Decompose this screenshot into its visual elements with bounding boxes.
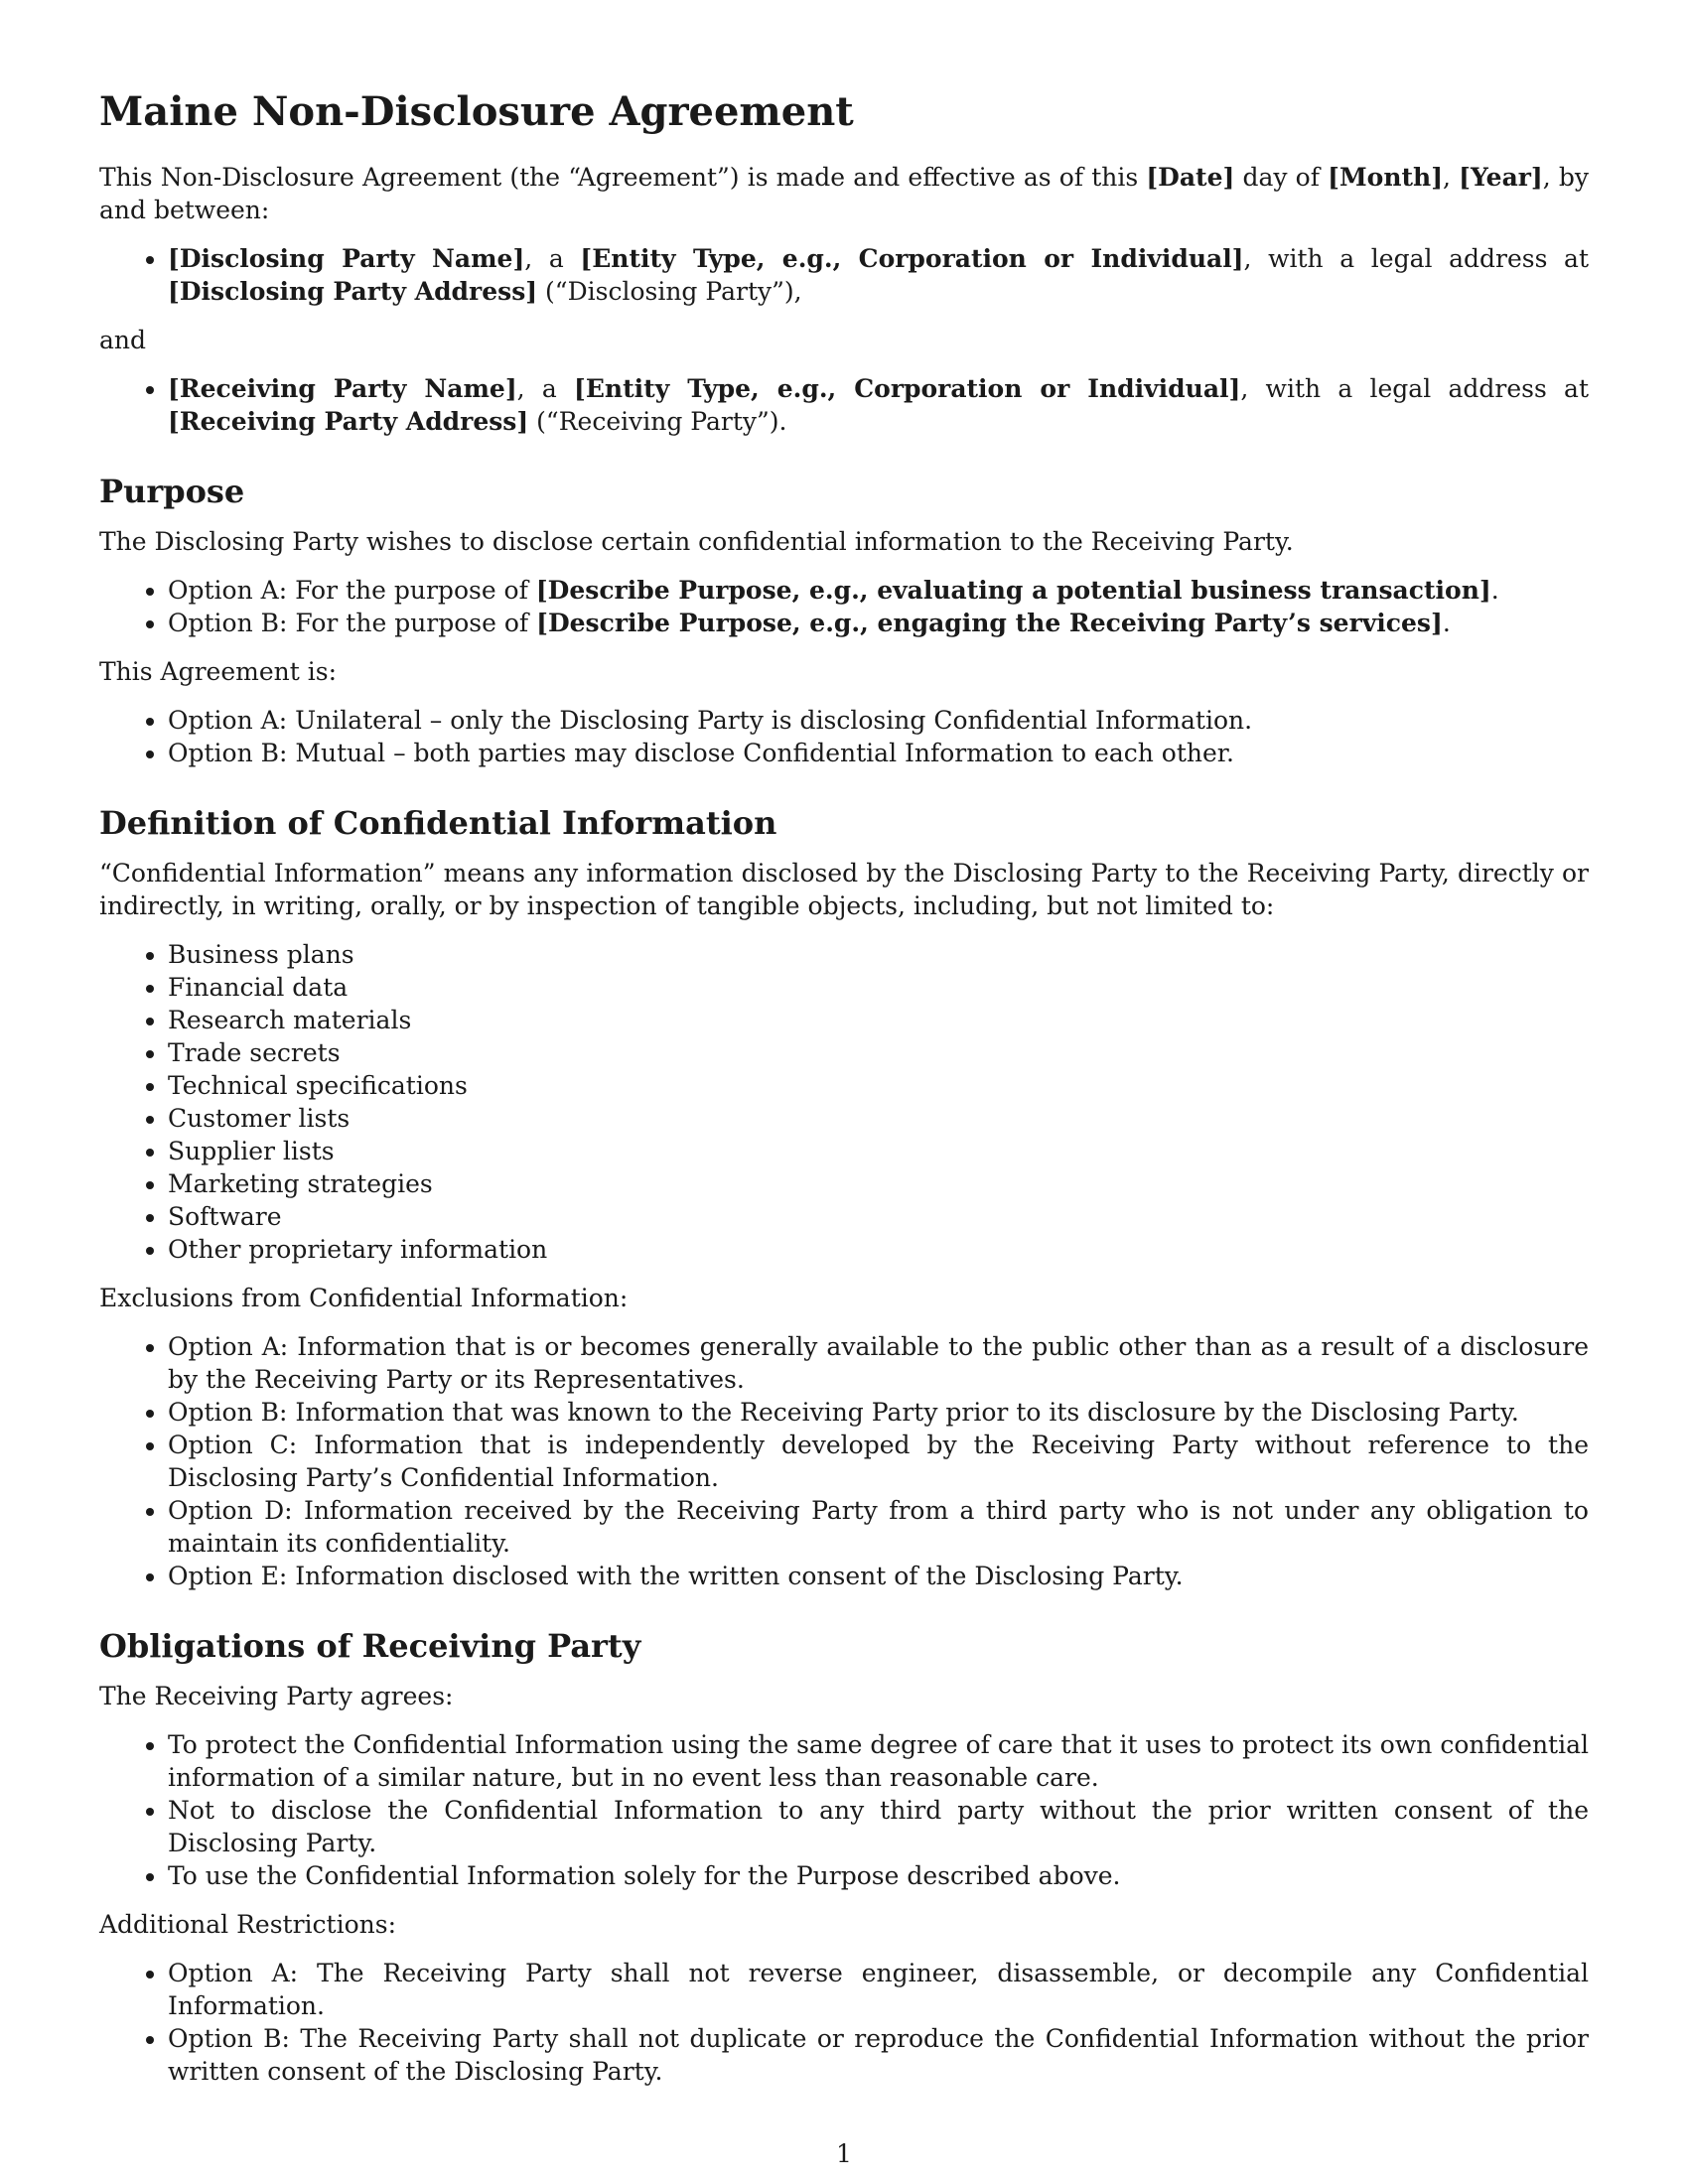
list-item: • Customer lists — [168, 1102, 1589, 1135]
list-item: • Supplier lists — [168, 1135, 1589, 1167]
list-item: • Technical specifications — [168, 1069, 1589, 1102]
exclusion-option: • Option B: Information that was known to the Receiving Party prior to its disclosure by the Disclosing Party. — [168, 1396, 1589, 1429]
purpose-option-prefix: Option B: For the purpose of — [168, 609, 537, 637]
agreement-type-list — [99, 704, 1589, 769]
exclusion-option: • Option E: Information disclosed with the written consent of the Disclosing Party. — [168, 1560, 1589, 1592]
exclusions-label: Exclusions from Confidential Information: — [99, 1284, 629, 1312]
purpose-text: The Disclosing Party wishes to disclose certain confidential information to the Receiving Party. — [99, 527, 1294, 556]
restrictions-label: Additional Restrictions: — [99, 1910, 396, 1939]
obligation-item: • To use the Confidential Information solely for the Purpose described above. — [168, 1859, 1589, 1892]
purpose-option-suffix: . — [1490, 576, 1499, 605]
month-placeholder: [Month] — [1328, 163, 1444, 192]
document-page — [99, 87, 1589, 2104]
receiving-party-item — [168, 372, 1589, 438]
purpose-heading: Purpose — [99, 473, 245, 510]
exclusion-option: • Option D: Information received by the Receiving Party from a third party who is not under any obligation to maintain its confidentiality. — [168, 1494, 1589, 1560]
disclosing-entity-type: [Entity Type, e.g., Corporation or Individual] — [580, 244, 1244, 273]
receiving-party-name: [Receiving Party Name] — [168, 374, 517, 403]
intro-text-1: This Non-Disclosure Agreement (the “Agreement”) is made and effective as of this — [99, 163, 1147, 192]
purpose-option-prefix: Option A: For the purpose of — [168, 576, 536, 605]
disclosing-text-1: , a — [524, 244, 581, 273]
purpose-option-suffix: . — [1442, 609, 1451, 637]
disclosing-party-name: [Disclosing Party Name] — [168, 244, 525, 273]
list-item: • Other proprietary information — [168, 1233, 1589, 1266]
exclusions-list — [99, 1330, 1589, 1592]
purpose-option — [168, 574, 1589, 607]
agreement-type-option: • Option B: Mutual – both parties may disclose Confidential Information to each other. — [168, 737, 1589, 769]
restriction-option: • Option B: The Receiving Party shall not duplicate or reproduce the Confidential Information without the prior written consent of the Disclosing Party. — [168, 2022, 1589, 2088]
confidential-items-list — [99, 938, 1589, 1266]
list-item: • Software — [168, 1200, 1589, 1233]
disclosing-party-item — [168, 242, 1589, 308]
list-item: • Trade secrets — [168, 1036, 1589, 1069]
list-item: • Business plans — [168, 938, 1589, 971]
agreement-is-label: This Agreement is: — [99, 657, 337, 686]
definition-heading: Definition of Confidential Information — [99, 804, 777, 842]
page-number: 1 — [836, 2139, 852, 2168]
intro-text-2: day of — [1234, 163, 1329, 192]
obligations-list — [99, 1728, 1589, 1892]
list-item: • Financial data — [168, 971, 1589, 1004]
receiving-party-address: [Receiving Party Address] — [168, 407, 529, 436]
disclosing-text-2: , with a legal address at — [1243, 244, 1589, 273]
exclusion-option: • Option A: Information that is or becomes generally available to the public other than as a result of a disclosure by the Receiving Party or its Representatives. — [168, 1330, 1589, 1396]
obligation-item: • Not to disclose the Confidential Information to any third party without the prior written consent of the Disclosing Party. — [168, 1794, 1589, 1859]
purpose-option-placeholder: [Describe Purpose, e.g., engaging the Receiving Party’s services] — [536, 609, 1443, 637]
disclosing-text-3: (“Disclosing Party”), — [537, 277, 802, 306]
definition-text: “Confidential Information” means any information disclosed by the Disclosing Party to the Receiving Party, directly or indirectly, in writing, orally, or by inspection of tangible objects, including, but not limited to: — [99, 859, 1589, 920]
obligations-text: The Receiving Party agrees: — [99, 1682, 454, 1710]
restriction-option: • Option A: The Receiving Party shall not reverse engineer, disassemble, or decompile any Confidential Information. — [168, 1957, 1589, 2022]
year-placeholder: [Year] — [1459, 163, 1543, 192]
intro-text-4: , by and between: — [99, 163, 1589, 224]
document-title: Maine Non-Disclosure Agreement — [99, 88, 854, 135]
receiving-text-1: , a — [516, 374, 575, 403]
receiving-text-3: (“Receiving Party”). — [528, 407, 787, 436]
intro-text-3: , — [1443, 163, 1460, 192]
agreement-type-option: • Option A: Unilateral – only the Disclosing Party is disclosing Confidential Information. — [168, 704, 1589, 737]
list-item: • Research materials — [168, 1004, 1589, 1036]
intro-paragraph — [99, 161, 1589, 226]
exclusion-option: • Option C: Information that is independently developed by the Receiving Party without reference to the Disclosing Party’s Confidential Information. — [168, 1429, 1589, 1494]
disclosing-party-address: [Disclosing Party Address] — [168, 277, 538, 306]
list-item: • Marketing strategies — [168, 1167, 1589, 1200]
date-placeholder: [Date] — [1146, 163, 1235, 192]
and-text: and — [99, 326, 147, 354]
purpose-option — [168, 607, 1589, 639]
obligation-item: • To protect the Confidential Information using the same degree of care that it uses to protect its own confidential information of a similar nature, but in no event less than reasonable care. — [168, 1728, 1589, 1794]
receiving-party-list — [99, 372, 1589, 438]
purpose-options-list — [99, 574, 1589, 639]
receiving-entity-type: [Entity Type, e.g., Corporation or Individual] — [574, 374, 1241, 403]
restrictions-list — [99, 1957, 1589, 2088]
obligations-heading: Obligations of Receiving Party — [99, 1627, 641, 1665]
receiving-text-2: , with a legal address at — [1240, 374, 1589, 403]
disclosing-party-list — [99, 242, 1589, 308]
purpose-option-placeholder: [Describe Purpose, e.g., evaluating a potential business transaction] — [535, 576, 1491, 605]
